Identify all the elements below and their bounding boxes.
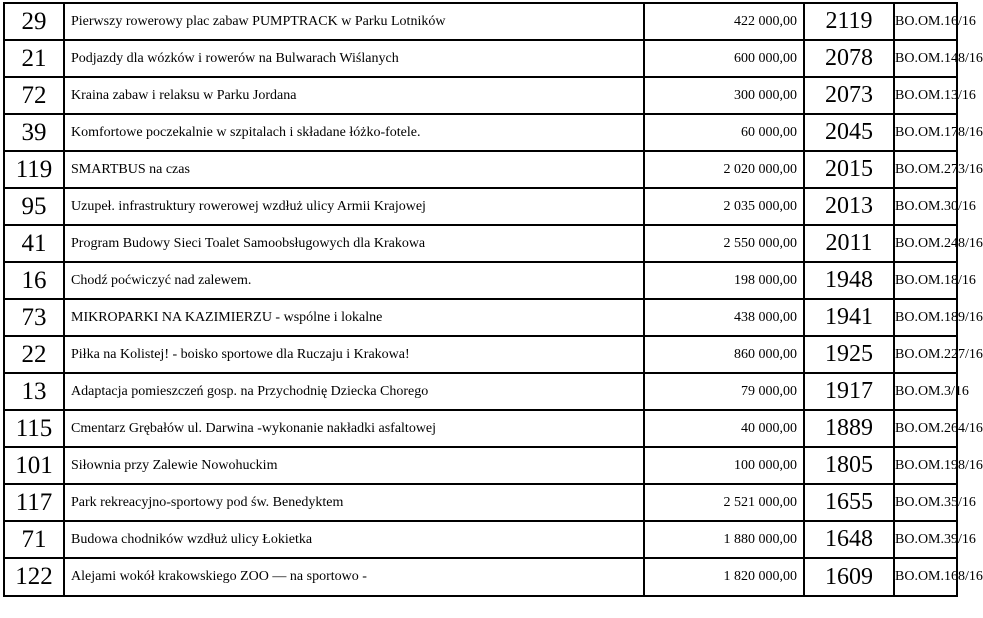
project-number: 22 [4, 336, 64, 373]
project-number: 73 [4, 299, 64, 336]
project-code: BO.OM.18/16 [894, 262, 957, 299]
table-row [4, 484, 957, 521]
project-number: 21 [4, 40, 64, 77]
project-number: 115 [4, 410, 64, 447]
table-row [4, 262, 957, 299]
project-name: Podjazdy dla wózków i rowerów na Bulwarach Wiślanych [64, 40, 644, 77]
table-row [4, 336, 957, 373]
table-row [4, 225, 957, 262]
project-code: BO.OM.3/16 [894, 373, 957, 410]
project-name: SMARTBUS na czas [64, 151, 644, 188]
project-number: 39 [4, 114, 64, 151]
project-amount: 40 000,00 [644, 410, 804, 447]
project-name: MIKROPARKI NA KAZIMIERZU - wspólne i lokalne [64, 299, 644, 336]
project-code: BO.OM.264/16 [894, 410, 957, 447]
table-row [4, 521, 957, 558]
project-votes: 1609 [804, 558, 894, 596]
project-number: 13 [4, 373, 64, 410]
project-votes: 1648 [804, 521, 894, 558]
project-votes: 2011 [804, 225, 894, 262]
table-row [4, 77, 957, 114]
project-amount: 1 880 000,00 [644, 521, 804, 558]
project-amount: 1 820 000,00 [644, 558, 804, 596]
project-name: Uzupeł. infrastruktury rowerowej wzdłuż ulicy Armii Krajowej [64, 188, 644, 225]
project-name: Adaptacja pomieszczeń gosp. na Przychodnię Dziecka Chorego [64, 373, 644, 410]
project-code: BO.OM.13/16 [894, 77, 957, 114]
project-amount: 198 000,00 [644, 262, 804, 299]
project-votes: 2119 [804, 3, 894, 40]
project-number: 101 [4, 447, 64, 484]
project-amount: 79 000,00 [644, 373, 804, 410]
project-name: Piłka na Kolistej! - boisko sportowe dla Ruczaju i Krakowa! [64, 336, 644, 373]
project-amount: 300 000,00 [644, 77, 804, 114]
project-code: BO.OM.189/16 [894, 299, 957, 336]
project-votes: 1805 [804, 447, 894, 484]
project-number: 122 [4, 558, 64, 596]
project-code: BO.OM.16/16 [894, 3, 957, 40]
project-code: BO.OM.148/16 [894, 40, 957, 77]
project-code: BO.OM.273/16 [894, 151, 957, 188]
project-amount: 60 000,00 [644, 114, 804, 151]
project-amount: 438 000,00 [644, 299, 804, 336]
project-number: 41 [4, 225, 64, 262]
project-amount: 422 000,00 [644, 3, 804, 40]
table-row [4, 373, 957, 410]
project-amount: 2 521 000,00 [644, 484, 804, 521]
project-code: BO.OM.178/16 [894, 114, 957, 151]
project-votes: 1889 [804, 410, 894, 447]
project-name: Park rekreacyjno-sportowy pod św. Benedyktem [64, 484, 644, 521]
project-amount: 860 000,00 [644, 336, 804, 373]
projects-table-body [4, 3, 983, 596]
table-row [4, 410, 957, 447]
table-row [4, 151, 957, 188]
project-name: Cmentarz Grębałów ul. Darwina -wykonanie nakładki asfaltowej [64, 410, 644, 447]
project-name: Alejami wokół krakowskiego ZOO — na sportowo - [64, 558, 644, 596]
project-amount: 600 000,00 [644, 40, 804, 77]
project-number: 72 [4, 77, 64, 114]
project-votes: 1917 [804, 373, 894, 410]
project-number: 29 [4, 3, 64, 40]
project-amount: 2 020 000,00 [644, 151, 804, 188]
project-name: Pierwszy rowerowy plac zabaw PUMPTRACK w Parku Lotników [64, 3, 644, 40]
project-amount: 2 035 000,00 [644, 188, 804, 225]
table-row [4, 3, 957, 40]
project-number: 16 [4, 262, 64, 299]
project-number: 119 [4, 151, 64, 188]
project-number: 117 [4, 484, 64, 521]
project-code: BO.OM.30/16 [894, 188, 957, 225]
project-votes: 2015 [804, 151, 894, 188]
table-row [4, 447, 957, 484]
project-code: BO.OM.39/16 [894, 521, 957, 558]
project-votes: 2078 [804, 40, 894, 77]
project-code: BO.OM.168/16 [894, 558, 957, 596]
project-name: Komfortowe poczekalnie w szpitalach i składane łóżko-fotele. [64, 114, 644, 151]
project-votes: 1941 [804, 299, 894, 336]
project-votes: 2073 [804, 77, 894, 114]
project-amount: 100 000,00 [644, 447, 804, 484]
project-code: BO.OM.227/16 [894, 336, 957, 373]
project-code: BO.OM.35/16 [894, 484, 957, 521]
project-votes: 1655 [804, 484, 894, 521]
project-votes: 1948 [804, 262, 894, 299]
table-row [4, 558, 957, 596]
project-votes: 1925 [804, 336, 894, 373]
project-votes: 2045 [804, 114, 894, 151]
project-name: Budowa chodników wzdłuż ulicy Łokietka [64, 521, 644, 558]
project-code: BO.OM.198/16 [894, 447, 957, 484]
project-name: Siłownia przy Zalewie Nowohuckim [64, 447, 644, 484]
table-row [4, 40, 957, 77]
project-amount: 2 550 000,00 [644, 225, 804, 262]
project-name: Kraina zabaw i relaksu w Parku Jordana [64, 77, 644, 114]
project-name: Program Budowy Sieci Toalet Samoobsługowych dla Krakowa [64, 225, 644, 262]
project-name: Chodź poćwiczyć nad zalewem. [64, 262, 644, 299]
table-row [4, 114, 957, 151]
table-row [4, 188, 957, 225]
table-row [4, 299, 957, 336]
project-number: 71 [4, 521, 64, 558]
project-code: BO.OM.248/16 [894, 225, 957, 262]
project-number: 95 [4, 188, 64, 225]
project-votes: 2013 [804, 188, 894, 225]
projects-table [3, 2, 983, 597]
